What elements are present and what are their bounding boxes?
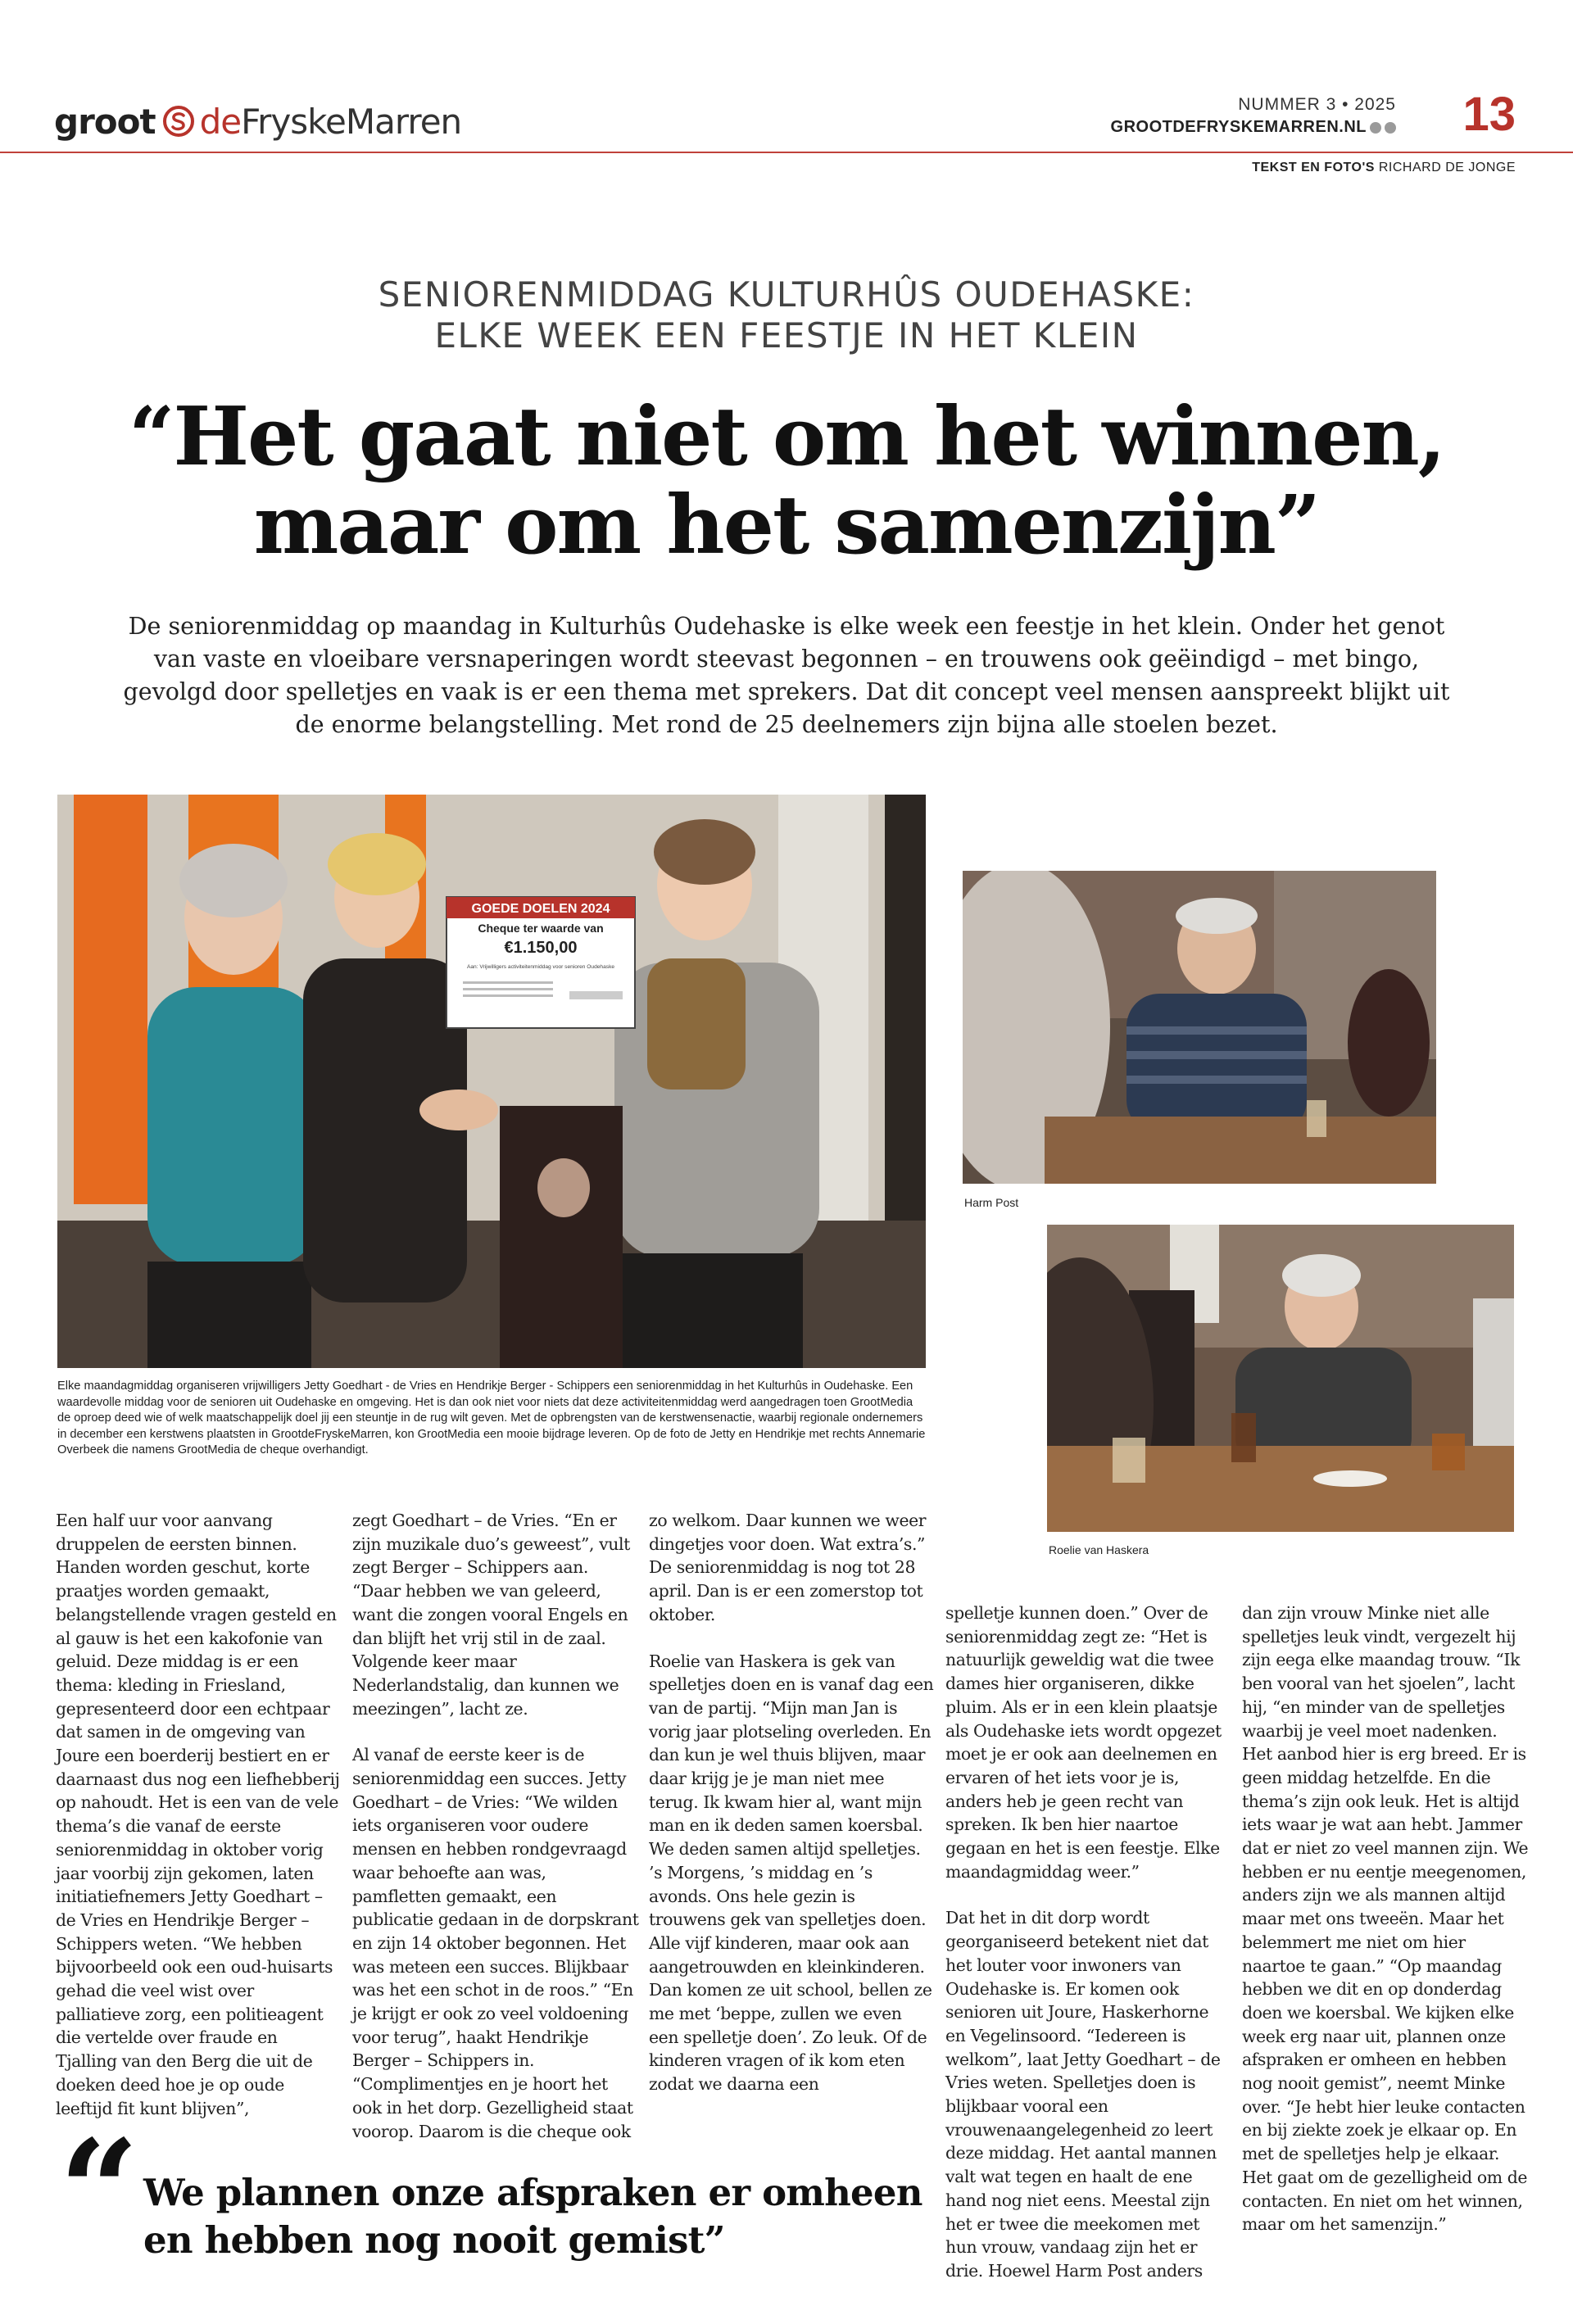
cheque-recipient: Aan: Vrijwilligers activiteitenmiddag voor senioren Oudehaske — [466, 964, 615, 970]
body-column-5 — [1242, 1601, 1529, 2236]
paragraph: Dat het in dit dorp wordt georganiseerd betekent niet dat het louter voor inwoners van Oudehaske is. Er komen ook senioren uit Joure, Haskerhorne en Vegelinsoord. “Iedereen is welkom”, laat Jetty Goedhart – de Vries weten. Spelletjes doen is blijkbaar vooral een vrouwenaangelegenheid zo leert deze middag. Het aantal mannen valt wat tegen en haalt de ene hand nog niet eens. Meestal zijn het er twee die meekomen met hun vrouw, vandaag zijn het er drie. Hoewel Harm Post anders — [945, 1908, 1221, 2281]
cheque-title: GOEDE DOELEN 2024 — [471, 902, 610, 916]
body-column-1 — [56, 1509, 342, 2120]
page-number: 13 — [1462, 88, 1516, 141]
body-column-3 — [649, 1509, 936, 2096]
brand-logo-icon — [162, 105, 195, 138]
paragraph: Roelie van Haskera is gek van spelletjes doen en is vanaf dag een van de partij. “Mijn man Jan is vorig jaar plotseling overleden. En dan kun je wel thuis blijven, maar daar krijg je je man niet mee terug. Ik kwam hier al, want mijn man en ik deden samen koersbal. We deden samen altijd spelletjes. ’s Morgens, ’s middag en ’s avonds. Ons hele gezin is trouwens gek van spelletjes doen. Alle vijf kinderen, maar ook aan aangetrouwden en kleinkinderen. Dan komen ze uit school, bellen ze me met ‘beppe, zullen we even een spelletje doen’. Zo leuk. Of de kinderen vragen of ik kom eten zodat we daarna een — [649, 1651, 934, 2095]
cheque-line1: Cheque ter waarde van — [478, 922, 604, 935]
article-headline: “Het gaat niet om het winnen, maar om het samenzijn” — [129, 390, 1444, 573]
paragraph: dan zijn vrouw Minke niet alle spelletjes leuk vindt, vergezelt hij zijn eega elke maandag trouw. “Ik ben vooral van het sjoelen”, lacht hij, “en minder van de spelletjes waarbij je veel moet nadenken. Het aanbod hier is erg breed. Er is geen middag hetzelfde. En die thema’s zijn ook leuk. Het is altijd iets waar je wat aan hebt. Jammer dat er niet zo veel mannen zijn. We hebben er nu eentje meegenomen, anders zijn we als mannen altijd maar met ons tweeën. Maar het belemmert me niet om hier naartoe te gaan.” “Op maandag hebben we dit en op donderdag doen we koersbal. We kijken elke week erg naar uit, plannen onze afspraken er omheen en hebben nog nooit gemist”, neemt Minke over. “Je hebt hier leuke contacten en bij ziekte zoek je elkaar op. En met de spelletjes help je elkaar. Het gaat om de gezelligheid om de contacten. En niet om het winnen, maar om het samenzijn.” — [1242, 1603, 1529, 2235]
paragraph: Al vanaf de eerste keer is de seniorenmiddag een succes. Jetty Goedhart – de Vries: “We wilden iets organiseren voor oudere mensen en hebben rondgevraagd waar behoefte aan was, pamfletten gemaakt, een publicatie gedaan in de dorpskrant en zijn 14 oktober begonnen. Het was meteen een succes. Blijkbaar was het een schot in de roos.” “En je krijgt er ook zo veel voldoening voor terug”, haakt Hendrikje Berger – Schippers in. “Complimentjes en je hoort het ook in het dorp. Gezelligheid staat voorop. Daarom is die cheque ook — [352, 1745, 639, 2141]
issue-number: NUMMER 3 • 2025 — [1238, 95, 1396, 114]
brand-groot: groot — [54, 101, 156, 142]
website-link[interactable]: GROOTDEFRYSKEMARREN.NL — [1111, 118, 1396, 137]
pull-quote: We plannen onze afspraken er omheen en hebben nog nooit gemist” — [143, 2171, 922, 2262]
masthead-logo — [54, 97, 461, 146]
article-kicker: SENIORENMIDDAG KULTURHÛS OUDEHASKE: ELKE WEEK EEN FEESTJE IN HET KLEIN — [378, 274, 1195, 356]
header-divider — [0, 152, 1573, 153]
paragraph: zegt Goedhart – de Vries. “En er zijn muzikale duo’s geweest”, vult zegt Berger – Schippers aan. “Daar hebben we van geleerd, want die zongen vooral Engels en dan blijft het vrij stil in de zaal. Volgende keer maar Nederlandstalig, dan kunnen we meezingen”, lacht ze. — [352, 1511, 630, 1719]
paragraph: spelletje kunnen doen.” Over de seniorenmiddag zegt ze: “Het is natuurlijk geweldig wat die twee dames hier organiseren, dikke pluim. Als er in een klein plaatsje als Oudehaske iets wordt opgezet moet je er ook aan deelnemen en ervaren of het iets voor je is, anders heb je geen recht van spreken. Ik ben hier naartoe gegaan en het is een feestje. Elke maandagmiddag weer.” — [945, 1603, 1222, 1882]
instagram-icon[interactable] — [1385, 122, 1396, 134]
body-column-4 — [945, 1601, 1232, 2283]
paragraph: zo welkom. Daar kunnen we weer dingetjes voor doen. Wat extra’s.” De seniorenmiddag is nog tot 28 april. Dan is er een zomerstop tot oktober. — [649, 1511, 927, 1624]
photo-harm-post — [963, 871, 1436, 1184]
main-photo-caption: Elke maandagmiddag organiseren vrijwilligers Jetty Goedhart - de Vries en Hendrikje Berger - Schippers een seniorenmiddag in het Kulturhûs in Oudehaske. Een waardevolle middag voor de senioren uit Oudehaske en omgeving. Het is dan ook niet voor niets dat deze activiteitenmiddag werd aangedragen toen GrootMedia de oproep deed wie of welk maatschappelijk doel jij een steuntje in de rug wilt geven. Met de opbrengsten van de kerstwensenactie, waarbij regionale ondernemers in december een kerstwens plaatsten in GrootdeFryskeMarren, kon GrootMedia een mooie bijdrage leveren. Op de foto de Jetty en Hendrikje met rechts Annemarie Overbeek die namens GrootMedia de cheque overhandigt. — [57, 1379, 926, 1456]
paragraph: Een half uur voor aanvang druppelen de eersten binnen. Handen worden geschut, korte praatjes worden gemaakt, belangstellende vragen gesteld en al gauw is het een kakofonie van geluid. Deze middag is er een thema: kleding in Friesland, gepresenteerd door een echtpaar dat samen in de omgeving van Joure een boerderij bestiert en er daarnaast dus nog een liefhebberij op nahoudt. Het is een van de vele thema’s die vanaf de eerste seniorenmiddag in oktober vorig jaar voorbij zijn gekomen, laten initiatiefnemers Jetty Goedhart – de Vries en Hendrikje Berger – Schippers weten. “We hebben bijvoorbeeld ook een oud-huisarts gehad die veel wist over palliatieve zorg, een politieagent die vertelde over fraude en Tjalling van den Berg die uit de doeken deed hoe je op oude leeftijd fit kunt blijven”, — [56, 1511, 340, 2118]
photo3-caption: Roelie van Haskera — [1049, 1543, 1149, 1556]
cheque-amount: €1.150,00 — [504, 939, 578, 957]
brand-defryskemarren: deFryskeMarren — [199, 101, 462, 142]
photo-roelie-van-haskera — [1047, 1225, 1514, 1532]
photo-cheque-handover — [57, 795, 926, 1368]
body-column-2 — [352, 1509, 639, 2143]
photo2-caption: Harm Post — [964, 1196, 1019, 1209]
quote-mark-icon: “ — [59, 2109, 139, 2273]
issue-info — [1111, 95, 1396, 137]
facebook-icon[interactable] — [1370, 122, 1381, 134]
photo-credit: TEKST EN FOTO'S RICHARD DE JONGE — [1252, 161, 1516, 174]
article-intro: De seniorenmiddag op maandag in Kulturhûs Oudehaske is elke week een feestje in het klein. Onder het genot van vaste en vloeibare versnaperingen wordt steevast begonnen – en trouwens ook geëindigd – met bingo, gevolgd door spelletjes en vaak is er een thema met sprekers. Dat dit concept veel mensen aanspreekt blijkt uit de enorme belangstelling. Met rond de 25 deelnemers zijn bijna alle stoelen bezet. — [123, 613, 1450, 738]
